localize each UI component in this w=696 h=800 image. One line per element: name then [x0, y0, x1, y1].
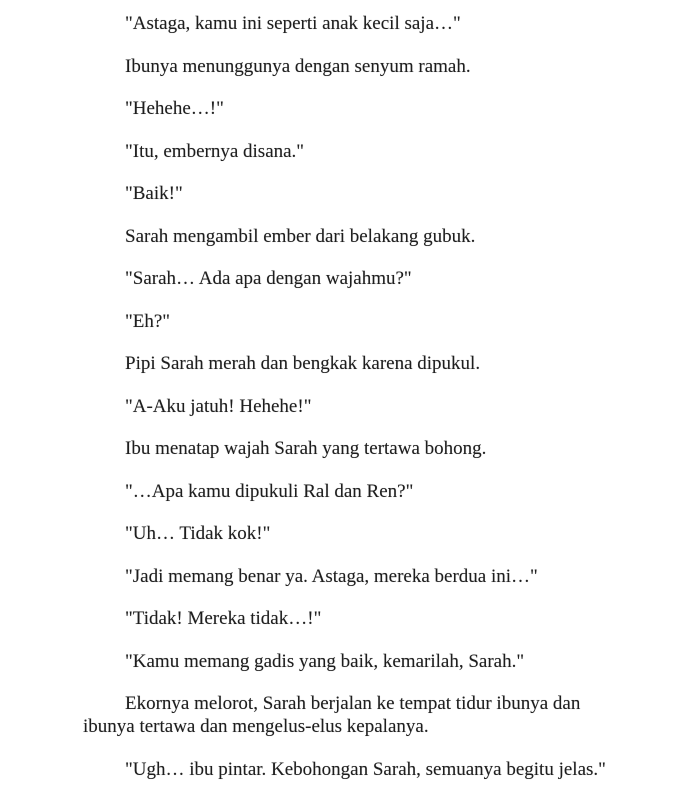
paragraph: "Sarah… Ada apa dengan wajahmu?"	[125, 268, 412, 289]
paragraph: "Eh?"	[125, 310, 171, 332]
paragraph: "Hehehe…!"	[125, 98, 224, 119]
paragraph: "…Apa kamu dipukuli Ral dan Ren?"	[125, 480, 414, 502]
paragraph: Pipi Sarah merah dan bengkak karena dipukul.	[125, 353, 481, 374]
paragraph: "Ugh… ibu pintar. Kebohongan Sarah, semuanya begitu jelas."	[125, 758, 606, 780]
paragraph: "Itu, embernya disana."	[125, 140, 305, 162]
paragraph: "Baik!"	[125, 183, 183, 204]
paragraph: "Astaga, kamu ini seperti anak kecil saja…"	[125, 13, 461, 34]
paragraph: Ekornya melorot, Sarah berjalan ke tempat tidur ibunya dan ibunya tertawa dan mengelus-elus kepalanya.	[83, 693, 581, 737]
paragraph: "A-Aku jatuh! Hehehe!"	[125, 395, 312, 417]
paragraph: "Kamu memang gadis yang baik, kemarilah, Sarah."	[125, 650, 525, 672]
paragraph: "Jadi memang benar ya. Astaga, mereka berdua ini…"	[125, 565, 538, 587]
paragraph: Sarah mengambil ember dari belakang gubuk.	[125, 225, 476, 247]
paragraph: "Tidak! Mereka tidak…!"	[125, 608, 322, 629]
paragraph: "Uh… Tidak kok!"	[125, 523, 271, 544]
paragraph: Ibu menatap wajah Sarah yang tertawa bohong.	[125, 438, 487, 459]
paragraph: Ibunya menunggunya dengan senyum ramah.	[125, 55, 471, 77]
